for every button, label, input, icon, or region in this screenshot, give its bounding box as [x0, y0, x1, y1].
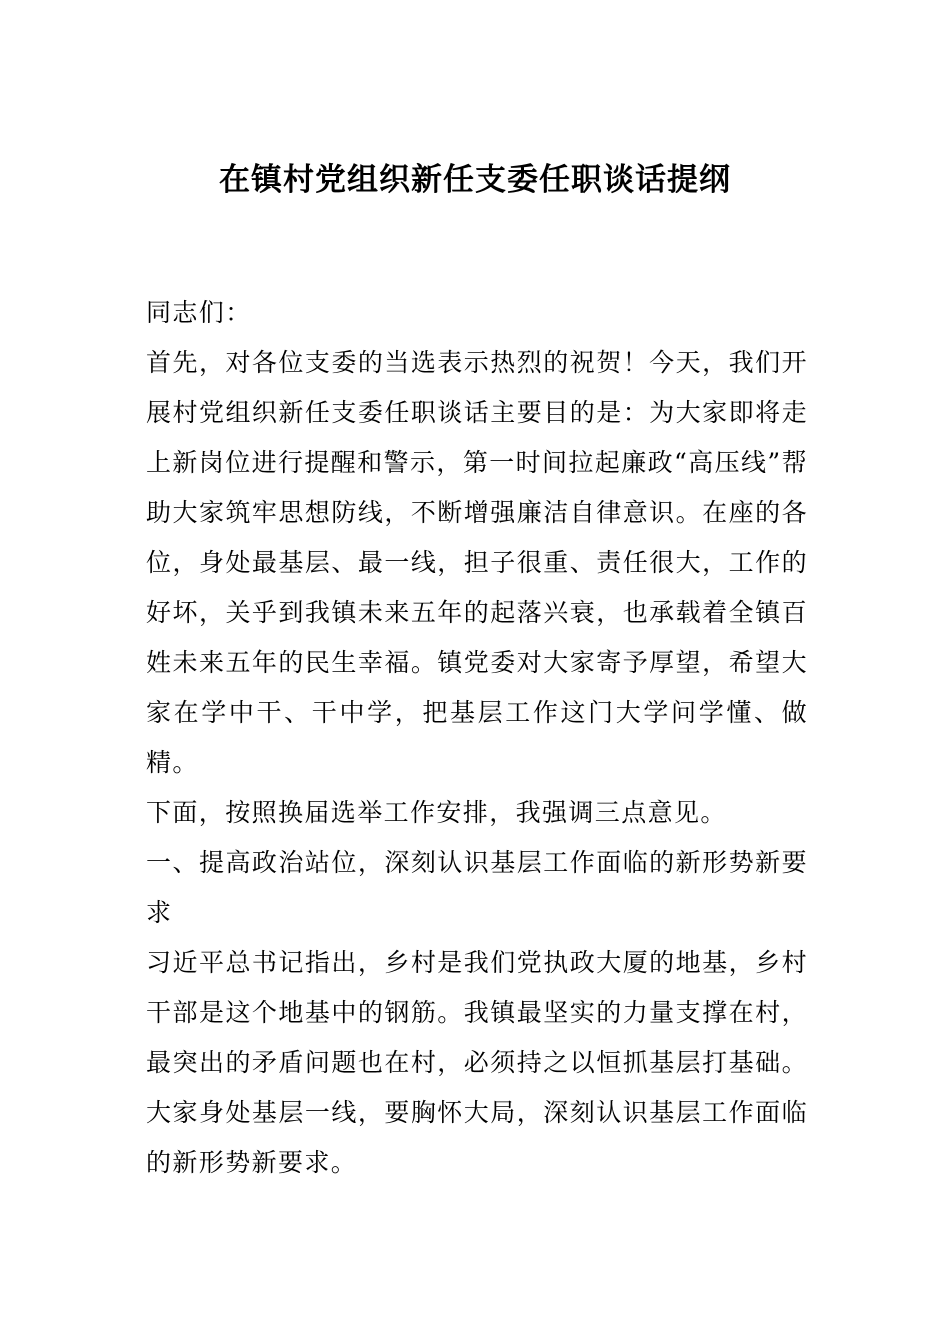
document-title: 在镇村党组织新任支委任职谈话提纲: [219, 162, 731, 198]
paragraph-section-1: 习近平总书记指出，乡村是我们党执政大厦的地基，乡村干部是这个地基中的钢筋。我镇最坚实的力量支撑在村，最突出的矛盾问题也在村，必须持之以恒抓基层打基础。大家身处基层一线，要胸怀大局，深刻认识基层工作面临的新形势新要求。: [146, 948, 808, 1177]
paragraph-opening: 首先，对各位支委的当选表示热烈的祝贺！今天，我们开展村党组织新任支委任职谈话主要目的是：为大家即将走上新岗位进行提醒和警示，第一时间拉起廉政“高压线”帮助大家筑牢思想防线，不断增强廉洁自律意识。在座的各位，身处最基层、最一线，担子很重、责任很大，工作的好坏，关乎到我镇未来五年的起落兴衰，也承载着全镇百姓未来五年的民生幸福。镇党委对大家寄予厚望，希望大家在学中干、干中学，把基层工作这门大学问学懂、做精。: [146, 348, 808, 777]
section-heading-1: 一、提高政治站位，深刻认识基层工作面临的新形势新要求: [146, 848, 808, 927]
paragraph-salutation: 同志们：: [146, 298, 252, 327]
document-body: [146, 288, 808, 1188]
paragraph-intro: 下面，按照换届选举工作安排，我强调三点意见。: [146, 798, 727, 827]
